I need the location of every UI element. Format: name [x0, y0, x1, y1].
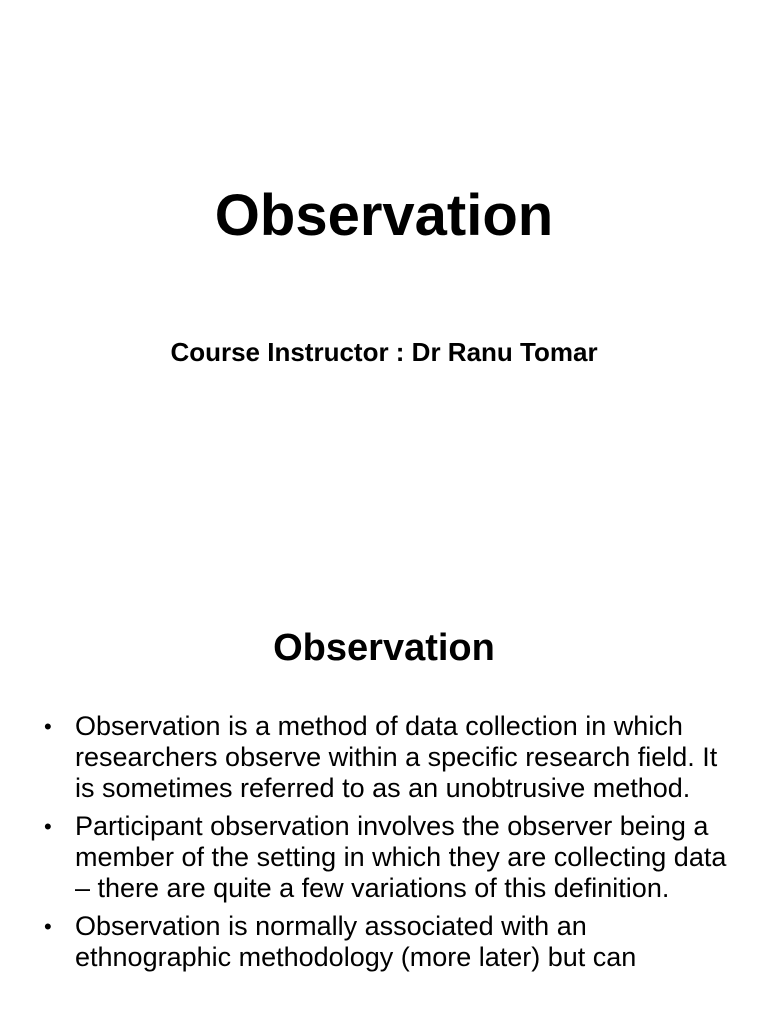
content-slide: [0, 576, 768, 1024]
bullet-icon: •: [44, 714, 52, 739]
bullet-text: Participant observation involves the observer being a member of the setting in which they are collecting data – there are quite a few variations of this definition.: [75, 811, 727, 903]
bullet-icon: •: [44, 914, 52, 939]
bullet-item: [44, 811, 744, 904]
bullet-item: [44, 711, 744, 804]
bullet-item: [44, 911, 744, 973]
bullet-icon: •: [44, 814, 52, 839]
bullet-text: Observation is a method of data collection in which researchers observe within a specific research field. It is sometimes referred to as an unobtrusive method.: [75, 711, 718, 803]
slide-title: Observation: [214, 183, 554, 248]
slide-subtitle: Course Instructor : Dr Ranu Tomar: [170, 337, 598, 367]
bullet-list: [44, 711, 744, 980]
slide-title: Observation: [273, 627, 495, 669]
bullet-text: Observation is normally associated with an ethnographic methodology (more later) but can: [75, 911, 637, 972]
